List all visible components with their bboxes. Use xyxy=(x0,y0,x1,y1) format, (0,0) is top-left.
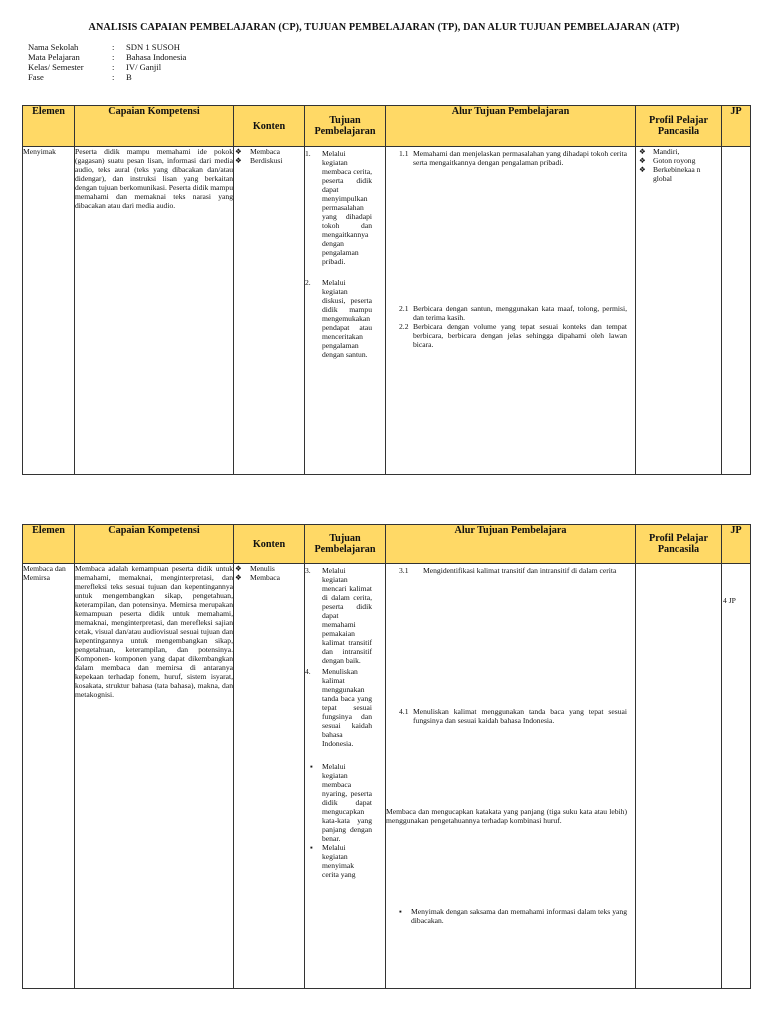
diamond-bullet-icon: ❖ xyxy=(235,147,242,156)
meta-row-subject xyxy=(28,52,186,62)
atp-text: Berbicara dengan santun, menggunakan kata maaf, tolong, permisi, dan terima kasih. xyxy=(413,304,627,322)
meta-colon: : xyxy=(112,62,115,72)
header-profil-line2: Pancasila xyxy=(657,126,700,137)
header-jp: JP xyxy=(722,106,751,147)
document-title: ANALISIS CAPAIAN PEMBELAJARAN (CP), TUJUAN PEMBELAJARAN (TP), DAN ALUR TUJUAN PEMBELAJARAN (ATP) xyxy=(88,22,680,33)
cell-tujuan xyxy=(305,564,386,989)
tp-item xyxy=(305,149,385,266)
header-tujuan-line2: Pembelajaran xyxy=(314,544,376,555)
meta-row-class xyxy=(28,62,186,72)
tp-item xyxy=(305,278,385,359)
tp-number: 1. xyxy=(305,149,311,158)
header-capaian: Capaian Kompetensi xyxy=(75,525,234,564)
cell-elemen: Menyimak xyxy=(23,147,75,475)
header-capaian: Capaian Kompetensi xyxy=(75,106,234,147)
diamond-bullet-icon: ❖ xyxy=(235,564,242,573)
meta-value: Bahasa Indonesia xyxy=(126,52,187,62)
table-row xyxy=(23,564,751,989)
header-tujuan xyxy=(305,525,386,564)
tp-text: Melalui kegiatan menyimak cerita yang xyxy=(322,843,356,879)
atp-text: Menuliskan kalimat menggunakan tanda baca yang tepat sesuai fungsinya dan sesuai kaidah bahasa Indonesia. xyxy=(413,707,627,725)
tp-bullet-item xyxy=(305,843,385,879)
tp-number: 2. xyxy=(305,278,311,287)
header-profil xyxy=(636,525,722,564)
header-tujuan-line1: Tujuan xyxy=(329,533,361,544)
list-item xyxy=(639,156,719,165)
diamond-bullet-icon: ❖ xyxy=(639,165,646,174)
list-item xyxy=(639,165,719,183)
table-header-row xyxy=(23,525,751,564)
diamond-bullet-icon: ❖ xyxy=(639,156,646,165)
cell-konten xyxy=(234,147,305,475)
atp-text: Berbicara dengan volume yang tepat sesuai konteks dan tempat berbicara, berbicara dengan jelas sehingga dipahami oleh lawan bicara. xyxy=(413,322,627,349)
cell-tujuan xyxy=(305,147,386,475)
meta-key: Nama Sekolah xyxy=(28,42,79,52)
profil-label: Goton royong xyxy=(653,156,696,165)
atp-number: 2.1 xyxy=(399,304,409,313)
tp-text: Menuliskan kalimat menggunakan tanda baca yang tepat sesuai fungsinya dan sesuai kaidah bahasa Indonesia. xyxy=(322,667,372,748)
cell-profil xyxy=(636,564,722,989)
header-tujuan xyxy=(305,106,386,147)
konten-label: Membaca xyxy=(250,573,280,582)
list-item xyxy=(234,564,304,573)
atp-table-menyimak xyxy=(22,105,751,475)
atp-plain-text: Membaca dan mengucapkan katakata yang panjang (tiga suku kata atau lebih) menggunakan pengetahuannya terhadap kombinasi huruf. xyxy=(386,807,627,825)
meta-row-school xyxy=(28,42,186,52)
diamond-bullet-icon: ❖ xyxy=(639,147,646,156)
square-bullet-icon: ▪ xyxy=(310,843,313,852)
meta-value: B xyxy=(126,72,132,82)
header-tujuan-line2: Pembelajaran xyxy=(314,126,376,137)
diamond-bullet-icon: ❖ xyxy=(235,573,242,582)
meta-key: Mata Pelajaran xyxy=(28,52,80,62)
meta-key: Kelas/ Semester xyxy=(28,62,84,72)
atp-table-membaca xyxy=(22,524,751,989)
profil-label: Berkebinekaa n global xyxy=(653,165,701,183)
tp-text: Melalui kegiatan membaca cerita, peserta didik dapat menyimpulkan permasalahan yang dihadapi tokoh dan mengaitkannya dengan pengalaman pribadi. xyxy=(322,149,372,266)
tp-text: Melalui kegiatan diskusi, peserta didik mampu mengemukakan pendapat atau menceritakan pengalaman dengan santun. xyxy=(322,278,372,359)
atp-number: 2.2 xyxy=(399,322,409,331)
profil-label: Mandiri, xyxy=(653,147,680,156)
atp-item xyxy=(399,304,627,322)
cell-profil xyxy=(636,147,722,475)
header-konten: Konten xyxy=(234,106,305,147)
table-row xyxy=(23,147,751,475)
document-meta xyxy=(28,42,186,82)
cell-alur xyxy=(386,564,636,989)
cell-elemen: Membaca dan Memirsa xyxy=(23,564,75,989)
header-profil-line1: Profil Pelajar xyxy=(649,533,708,544)
header-elemen: Elemen xyxy=(23,106,75,147)
atp-number: 1.1 xyxy=(399,149,409,158)
meta-key: Fase xyxy=(28,72,44,82)
header-profil xyxy=(636,106,722,147)
konten-label: Menulis xyxy=(250,564,275,573)
meta-value: IV/ Ganjil xyxy=(126,62,162,72)
tp-item xyxy=(305,566,385,665)
header-alur: Alur Tujuan Pembelajaran xyxy=(386,106,636,147)
diamond-bullet-icon: ❖ xyxy=(235,156,242,165)
tp-number: 4. xyxy=(305,667,311,676)
konten-label: Membaca xyxy=(250,147,280,156)
header-elemen: Elemen xyxy=(23,525,75,564)
cell-jp xyxy=(722,147,751,475)
tp-number: 3. xyxy=(305,566,311,575)
tp-text: Melalui kegiatan membaca nyaring, peserta didik dapat mengucapkan kata-kata yang panjang dengan benar. xyxy=(322,762,372,843)
list-item xyxy=(234,147,304,156)
atp-item xyxy=(399,149,627,167)
konten-label: Berdiskusi xyxy=(250,156,283,165)
tp-text: Melalui kegiatan mencari kalimat di dalam cerita, peserta didik dapat memahami pemakaian kalimat transitif dan intransitif dengan baik. xyxy=(322,566,372,665)
header-alur: Alur Tujuan Pembelajara xyxy=(386,525,636,564)
meta-value: SDN 1 SUSOH xyxy=(126,42,180,52)
meta-colon: : xyxy=(112,42,115,52)
square-bullet-icon: ▪ xyxy=(310,762,313,771)
square-bullet-icon: ▪ xyxy=(399,907,402,916)
cell-jp: 4 JP xyxy=(722,564,751,989)
list-item xyxy=(639,147,719,156)
cell-capaian: Peserta didik mampu memahami ide pokok (gagasan) suatu pesan lisan, informasi dari media audio, teks aural (teks yang dibacakan dan/atau didengar), dan instruksi lisan yang berkaitan dengan tujuan berkomunikasi. Peserta didik mampu memahami dan memaknai teks narasi yang dibacakan atau dari media audio. xyxy=(75,147,234,475)
meta-row-phase xyxy=(28,72,186,82)
cell-alur xyxy=(386,147,636,475)
atp-text: Memahami dan menjelaskan permasalahan yang dihadapi tokoh cerita serta mengaitkannya dengan pengalaman pribadi. xyxy=(413,149,627,167)
atp-number: 3.1 xyxy=(399,566,409,575)
atp-number: 4.1 xyxy=(399,707,409,716)
table-header-row xyxy=(23,106,751,147)
atp-item xyxy=(386,566,627,575)
atp-item xyxy=(386,707,627,725)
atp-text: Mengidentifikasi kalimat transitif dan intransitif di dalam cerita xyxy=(423,566,617,575)
atp-text: Menyimak dengan saksama dan memahami informasi dalam teks yang dibacakan. xyxy=(411,907,627,925)
list-item xyxy=(234,156,304,165)
meta-colon: : xyxy=(112,72,115,82)
header-jp: JP xyxy=(722,525,751,564)
header-profil-line2: Pancasila xyxy=(657,544,700,555)
cell-konten xyxy=(234,564,305,989)
header-profil-line1: Profil Pelajar xyxy=(649,115,708,126)
header-konten: Konten xyxy=(234,525,305,564)
header-tujuan-line1: Tujuan xyxy=(329,115,361,126)
list-item xyxy=(234,573,304,582)
tp-list xyxy=(305,564,385,987)
atp-item xyxy=(399,322,627,349)
tp-bullet-item xyxy=(305,762,385,843)
tp-item xyxy=(305,667,385,748)
atp-bullet-item xyxy=(386,907,627,925)
meta-colon: : xyxy=(112,52,115,62)
cell-capaian: Membaca adalah kemampuan peserta didik untuk memahami, memaknai, menginterpretasi, dan merefleksi teks sesuai tujuan dan kepentingannya untuk mengembangkan sikap, pengetahuan, keterampilan, dan potensinya. Memirsa merupakan kemampuan peserta didik untuk memahami, memaknai, menginterpretasi, dan merefleksi sajian cetak, visual dan/atau audiovisual sesuai tujuan dan kepentingannya untuk mengembangkan sikap, pengetahuan, keterampilan, dan potensinya. Komponen- komponen yang dapat dikembangkan dalam membaca dan memirsa di antaranya kepekaan terhadap fonem, huruf, sistem isyarat, kosakata, struktur bahasa (tata bahasa), makna, dan metakognisi. xyxy=(75,564,234,989)
